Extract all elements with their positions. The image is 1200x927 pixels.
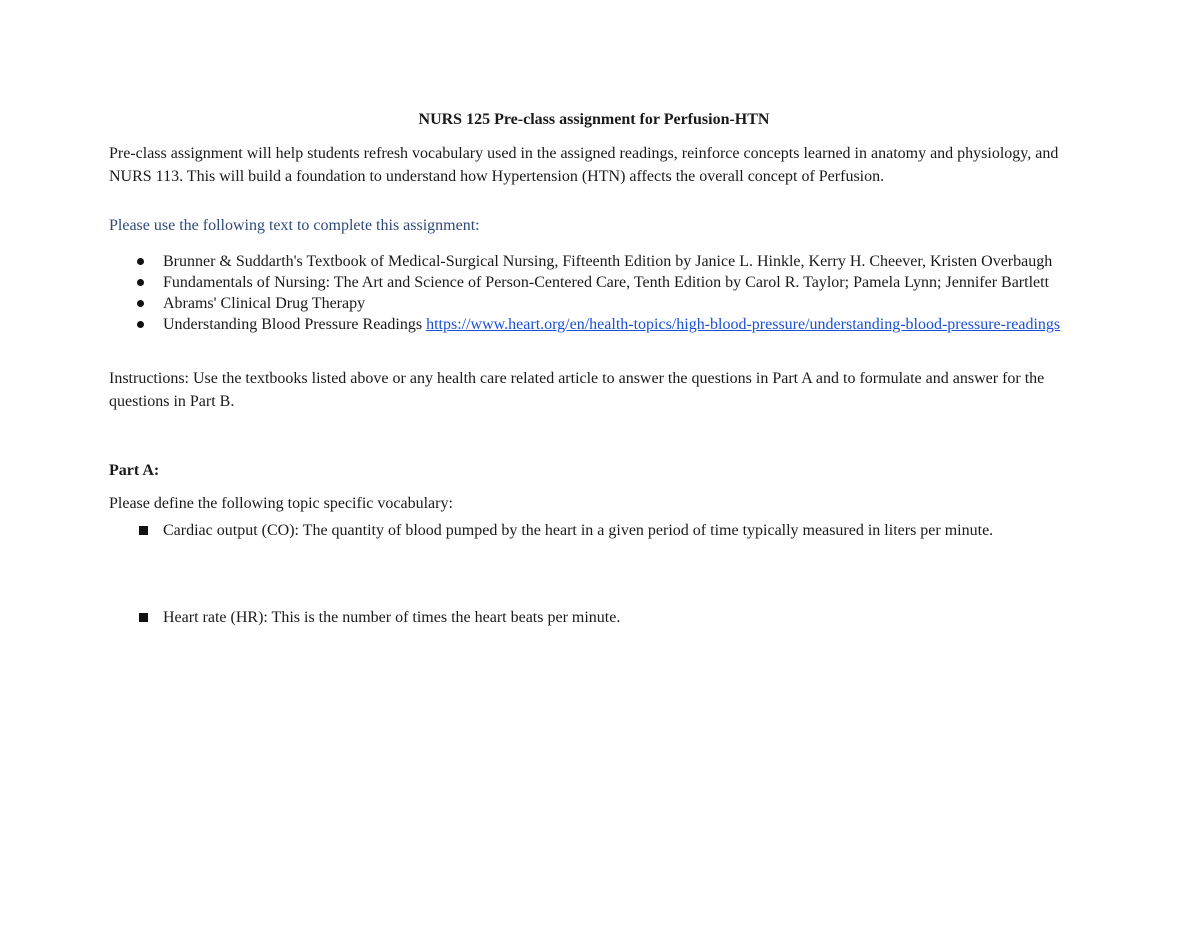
blood-pressure-link[interactable]: https://www.heart.org/en/health-topics/high-blood-pressure/understanding-blood-pressure-readings xyxy=(426,316,1061,333)
part-a-intro: Please define the following topic specific vocabulary: xyxy=(109,495,453,512)
reference-lead-text: Please use the following text to complete this assignment: xyxy=(109,217,480,234)
reference-list xyxy=(109,251,1079,335)
reference-text: Abrams' Clinical Drug Therapy xyxy=(163,295,366,312)
bullet-square-icon xyxy=(139,613,148,622)
vocabulary-item xyxy=(109,607,1079,629)
bullet-dot-icon xyxy=(137,258,144,265)
reference-item xyxy=(109,293,1079,314)
reference-text: Brunner & Suddarth's Textbook of Medical-Surgical Nursing, Fifteenth Edition by Janice L. Hinkle, Kerry H. Cheever, Kristen Overbaugh xyxy=(163,253,1053,270)
reference-text: Understanding Blood Pressure Readings xyxy=(163,316,427,333)
part-a-heading: Part A: xyxy=(109,462,160,479)
document-title: NURS 125 Pre-class assignment for Perfusion-HTN xyxy=(418,111,770,128)
bullet-square-icon xyxy=(139,526,148,535)
reference-item xyxy=(109,272,1079,293)
vocabulary-text: Heart rate (HR): This is the number of times the heart beats per minute. xyxy=(163,609,621,626)
vocabulary-list xyxy=(109,520,1079,629)
bullet-dot-icon xyxy=(137,300,144,307)
instructions-paragraph: Instructions: Use the textbooks listed above or any health care related article to answer the questions in Part A and to formulate and answer for the questions in Part B. xyxy=(109,370,1045,410)
bullet-dot-icon xyxy=(137,279,144,286)
reference-text: Fundamentals of Nursing: The Art and Science of Person-Centered Care, Tenth Edition by Carol R. Taylor; Pamela Lynn; Jennifer Bartlett xyxy=(163,274,1050,291)
vocabulary-item xyxy=(109,520,1079,542)
vocabulary-text: Cardiac output (CO): The quantity of blood pumped by the heart in a given period of time typically measured in liters per minute. xyxy=(163,522,994,539)
reference-item xyxy=(109,251,1079,272)
reference-item xyxy=(109,314,1079,335)
bullet-dot-icon xyxy=(137,321,144,328)
document-content xyxy=(109,108,1079,629)
intro-paragraph: Pre-class assignment will help students refresh vocabulary used in the assigned readings, reinforce concepts learned in anatomy and physiology, and NURS 113. This will build a foundation to understand how Hypertension (HTN) affects the overall concept of Perfusion. xyxy=(109,145,1059,185)
